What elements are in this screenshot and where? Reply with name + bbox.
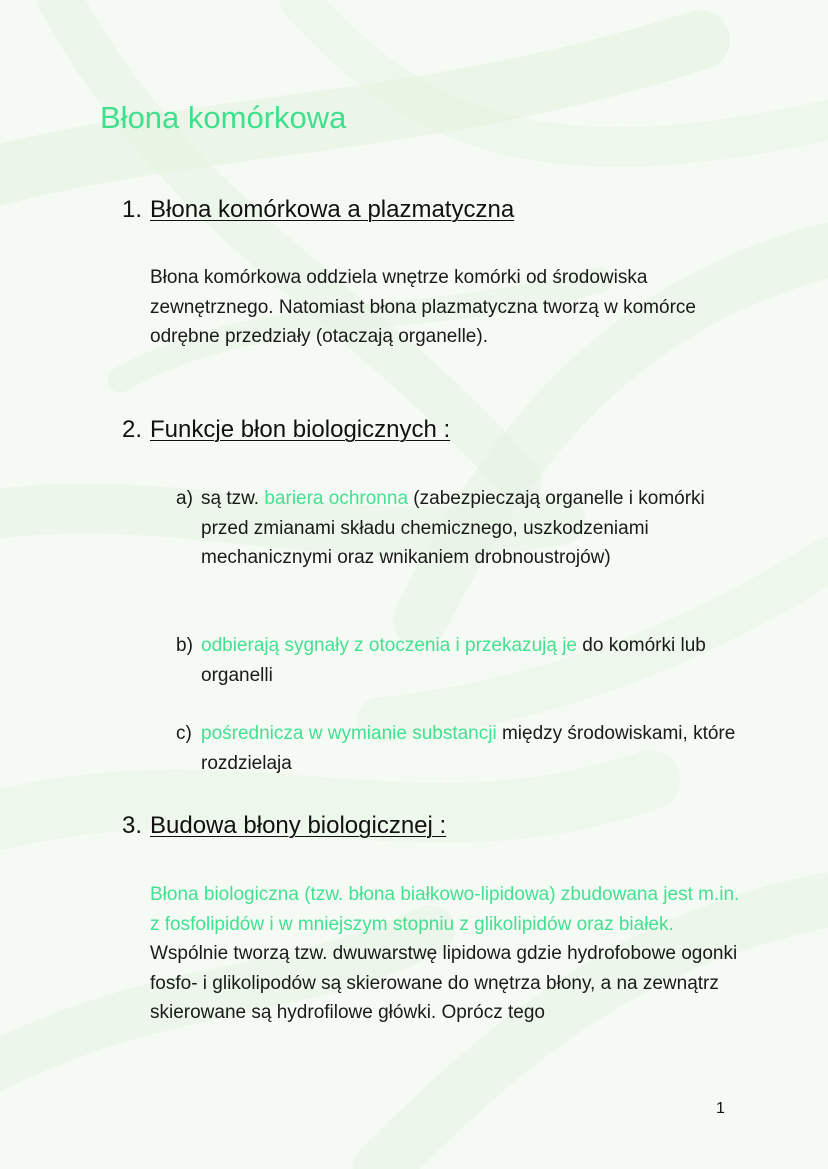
item-text: między środowiskami, które rozdzielaja bbox=[201, 723, 736, 774]
section-heading-2 bbox=[122, 416, 450, 444]
page-title: Błona komórkowa bbox=[100, 100, 347, 135]
section-number: 2. bbox=[122, 416, 143, 443]
item-highlight: odbierają sygnały z otoczenia i przekazują je bbox=[201, 635, 577, 656]
paragraph-text: Wspólnie tworzą tzw. dwuwarstwę lipidowa gdzie hydrofobowe ogonki fosfo- i glikolipodów są skierowane do wnętrza błony, a na zewnątrz skierowane są hydrofilowe główki. Oprócz tego bbox=[150, 943, 738, 1023]
section-3-paragraph bbox=[150, 880, 750, 1028]
section-number: 3. bbox=[122, 812, 143, 839]
section-1-paragraph: Błona komórkowa oddziela wnętrze komórki od środowiska zewnętrznego. Natomiast błona plazmatyczna tworzą w komórce odrębne przedziały (otaczają organelle). bbox=[150, 267, 696, 347]
section-number: 1. bbox=[122, 196, 143, 223]
item-marker: c) bbox=[176, 723, 192, 744]
function-item-a bbox=[176, 484, 736, 573]
section-title: Funkcje błon biologicznych : bbox=[150, 416, 451, 443]
section-title: Błona komórkowa a plazmatyczna bbox=[150, 196, 515, 223]
page-number: 1 bbox=[716, 1100, 725, 1117]
item-text: są tzw. bbox=[201, 488, 265, 509]
item-highlight: bariera ochronna bbox=[264, 488, 409, 509]
function-item-b bbox=[176, 631, 736, 690]
section-title: Budowa błony biologicznej : bbox=[150, 812, 447, 839]
item-marker: b) bbox=[176, 635, 193, 656]
section-heading-1 bbox=[122, 196, 514, 224]
item-highlight: pośrednicza w wymianie substancji bbox=[201, 723, 497, 744]
item-text: (zabezpieczają organelle i komórki przed zmianami składu chemicznego, uszkodzeniami mechanicznymi oraz wnikaniem drobnoustrojów) bbox=[201, 488, 705, 568]
function-item-c bbox=[176, 719, 736, 778]
item-marker: a) bbox=[176, 488, 193, 509]
paragraph-highlight: Błona biologiczna (tzw. błona białkowo-lipidowa) zbudowana jest m.in. z fosfolipidów i w mniejszym stopniu z glikolipidów oraz białek. bbox=[150, 884, 740, 935]
section-heading-3 bbox=[122, 812, 446, 840]
item-text: do komórki lub organelli bbox=[201, 635, 706, 686]
